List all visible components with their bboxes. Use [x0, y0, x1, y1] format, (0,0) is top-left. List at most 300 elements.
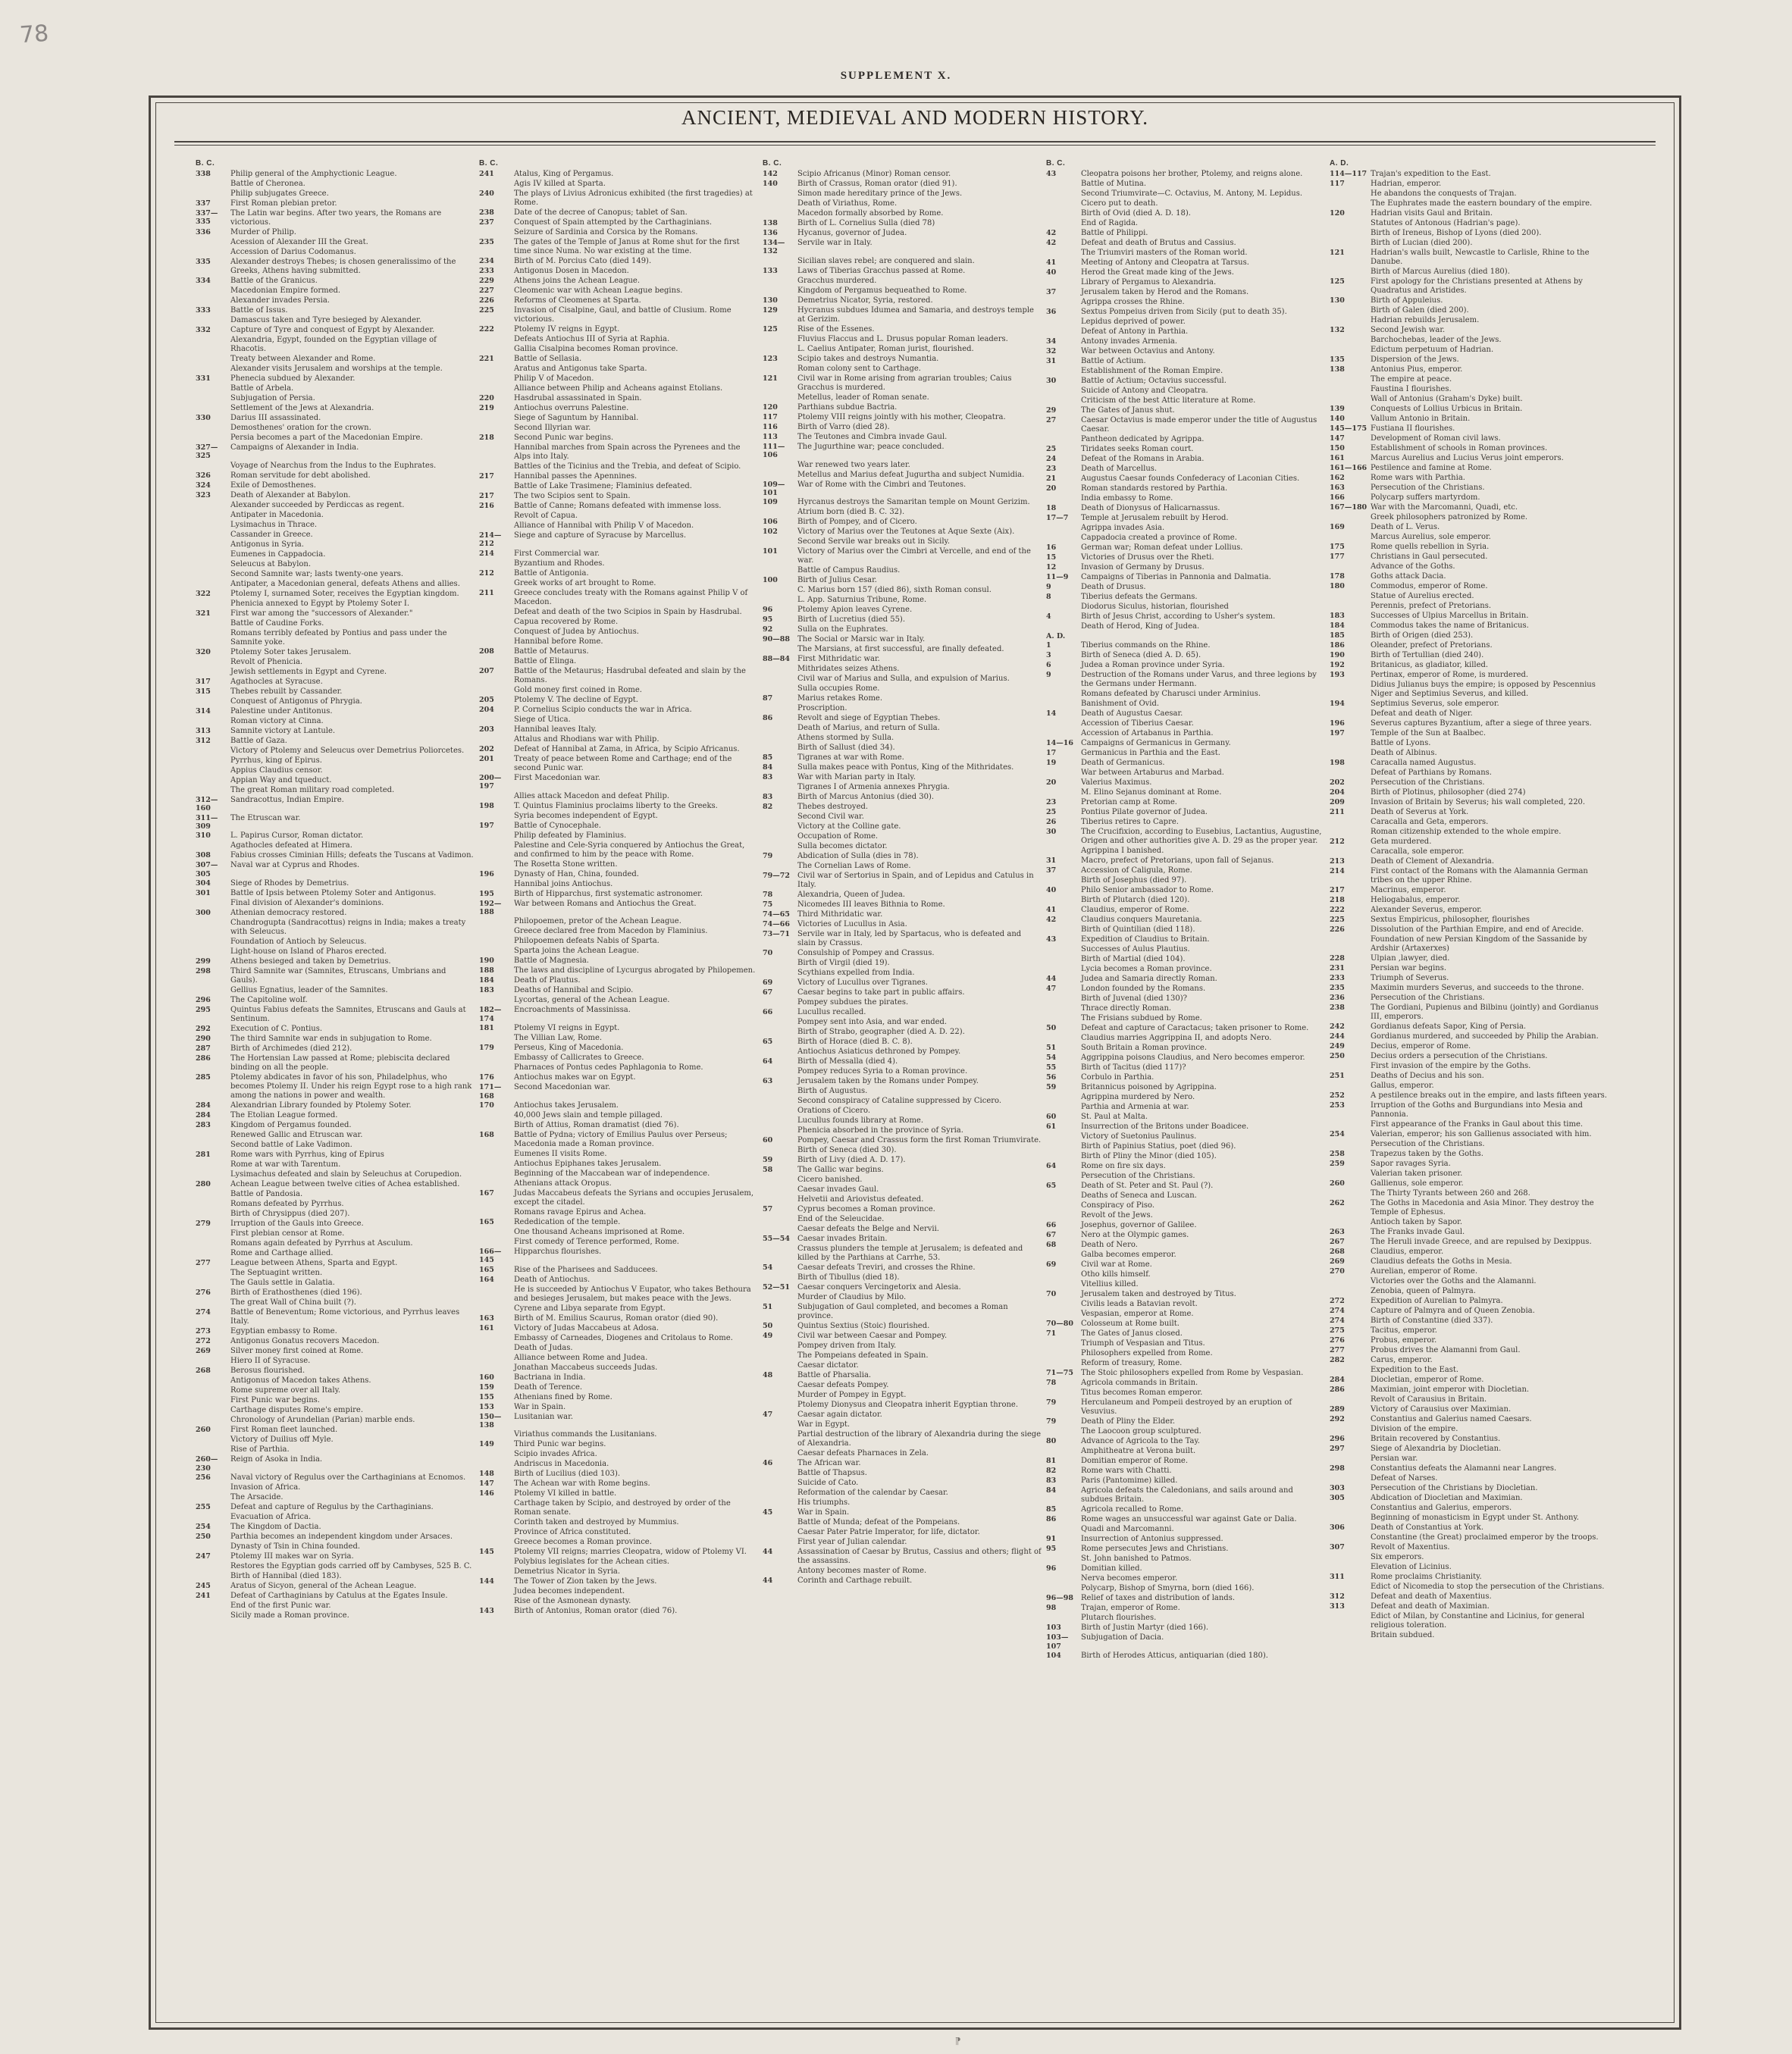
timeline-entry — [1046, 249, 1325, 258]
entry-text: Amphitheatre at Verona built. — [1081, 1447, 1196, 1456]
timeline-entry — [196, 1025, 475, 1034]
timeline-entry — [196, 727, 475, 736]
entry-date: 73—71 — [763, 930, 790, 939]
entry-date: 182—174 — [479, 1006, 502, 1023]
entry-date: 114—117 — [1330, 170, 1367, 178]
entry-date: 44 — [763, 1548, 773, 1557]
timeline-entry — [763, 1176, 1042, 1185]
entry-text: German war; Roman defeat under Lollius. — [1081, 543, 1243, 552]
entry-text: Deaths of Decius and his son. — [1371, 1072, 1484, 1080]
entry-date: 44 — [763, 1577, 773, 1586]
timeline-entry — [196, 1455, 475, 1473]
entry-text: St. John banished to Patmos. — [1081, 1555, 1192, 1564]
timeline-entry — [1046, 445, 1325, 454]
timeline-entry — [479, 1266, 758, 1275]
timeline-entry — [1330, 1287, 1609, 1296]
entry-date: 144 — [479, 1577, 494, 1586]
timeline-entry — [1046, 1054, 1325, 1063]
entry-text: Greek philosophers patronized by Rome. — [1371, 513, 1528, 521]
timeline-entry — [1046, 1182, 1325, 1191]
entry-date: 254 — [196, 1522, 211, 1531]
entry-text: Pyrrhus, king of Epirus. — [230, 756, 322, 765]
timeline-entry — [1046, 788, 1325, 797]
entry-text: Carthage disputes Rome's empire. — [230, 1406, 364, 1415]
timeline-entry — [1046, 975, 1325, 984]
timeline-entry — [479, 1324, 758, 1333]
entry-text: Restores the Egyptian gods carried off by Cambyses, 525 B. C. — [230, 1561, 472, 1570]
timeline-entry — [479, 1334, 758, 1343]
entry-date: 179 — [479, 1044, 494, 1053]
entry-text: Insurrection of the Britons under Boadicee. — [1081, 1122, 1249, 1132]
entry-text: Judea and Samaria directly Roman. — [1081, 975, 1217, 984]
timeline-entry — [1330, 1386, 1609, 1395]
timeline-entry — [196, 1376, 475, 1386]
entry-text: Death of Judas. — [514, 1343, 573, 1352]
entry-text: Agathocles at Syracuse. — [230, 677, 323, 686]
entry-text: Aratus of Sicyon, general of the Achean League. — [230, 1581, 417, 1590]
timeline-entry — [479, 1285, 758, 1304]
entry-text: Death of Dionysus of Halicarnassus. — [1081, 504, 1220, 512]
entry-text: Domitian emperor of Rome. — [1081, 1457, 1189, 1466]
entry-text: He is succeeded by Antiochus V Eupator, who takes Bethoura and besieges Jerusalem, but makes peace with the Jews. — [514, 1285, 751, 1303]
entry-text: Defeat and death of Maxentius. — [1371, 1592, 1492, 1601]
entry-text: Statue of Aurelius erected. — [1371, 592, 1474, 600]
timeline-entry — [1046, 955, 1325, 964]
timeline-entry — [196, 1180, 475, 1189]
entry-date: 337—335 — [196, 209, 218, 227]
timeline-entry — [196, 756, 475, 766]
entry-text: Tigranes at war with Rome. — [797, 753, 904, 762]
entry-text: Defeat of the Romans in Arabia. — [1081, 455, 1205, 463]
timeline-entry — [1046, 278, 1325, 287]
timeline-entry — [479, 394, 758, 403]
entry-text: Rise of the Pharisees and Sadducees. — [514, 1265, 658, 1274]
entry-date: 166 — [1330, 493, 1345, 502]
entry-text: Athens stormed by Sulla. — [797, 734, 894, 743]
timeline-entry — [196, 404, 475, 413]
timeline-entry — [1330, 454, 1609, 463]
timeline-entry — [763, 1381, 1042, 1390]
entry-date: 26 — [1046, 818, 1057, 827]
timeline-entry — [196, 258, 475, 276]
entry-text: Athens joins the Achean League. — [514, 277, 641, 285]
entry-text: Valerius Maximus. — [1081, 778, 1152, 787]
entry-text: The Laocoon group sculptured. — [1081, 1427, 1201, 1436]
entry-text: Ptolemy I, surnamed Soter, receives the Egyptian kingdom. — [230, 589, 459, 598]
entry-date: 80 — [1046, 1437, 1057, 1446]
entry-text: Gold money first coined in Rome. — [514, 685, 642, 694]
entry-date: 15 — [1046, 553, 1057, 562]
entry-text: The Marsians, at first successful, are finally defeated. — [797, 645, 1004, 654]
entry-text: Encroachments of Massinissa. — [514, 1006, 631, 1015]
timeline-entry — [763, 1548, 1042, 1566]
entry-date: 117 — [1330, 180, 1345, 188]
timeline-entry — [479, 618, 758, 627]
timeline-entry — [763, 734, 1042, 743]
entry-date: 176 — [479, 1073, 494, 1082]
entry-date: 275 — [1330, 1326, 1345, 1335]
timeline-entry — [479, 1479, 758, 1489]
timeline-entry — [479, 238, 758, 256]
entry-date: 252 — [1330, 1091, 1345, 1100]
entry-text: Capture of Tyre and conquest of Egypt by Alexander. — [230, 326, 435, 334]
timeline-entry — [196, 296, 475, 305]
entry-text: Birth of Marcus Antonius (died 30). — [797, 793, 935, 802]
entry-date: 95 — [763, 615, 773, 625]
entry-date: 84 — [1046, 1486, 1057, 1495]
timeline-entry — [763, 1508, 1042, 1517]
entry-text: Fustiana II flourishes. — [1371, 424, 1455, 433]
timeline-entry — [1046, 1604, 1325, 1613]
entry-text: Seleucus at Babylon. — [230, 559, 312, 568]
timeline-entry — [196, 1220, 475, 1229]
timeline-entry — [763, 862, 1042, 871]
entry-text: Accession of Tiberius Caesar. — [1081, 719, 1194, 728]
entry-date: 310 — [196, 831, 211, 841]
entry-text: Alexander invades Persia. — [230, 296, 330, 305]
entry-date: 181 — [479, 1024, 494, 1033]
timeline-entry — [479, 1189, 758, 1207]
entry-text: Wall of Antonius (Graham's Dyke) built. — [1371, 395, 1523, 403]
entry-text: Gallus, emperor. — [1371, 1082, 1434, 1090]
timeline-entry — [1330, 1454, 1609, 1464]
timeline-entry — [1046, 1280, 1325, 1289]
timeline-entry — [1046, 1339, 1325, 1348]
entry-text: Death of Plautus. — [514, 976, 581, 985]
timeline-entry — [1046, 906, 1325, 915]
entry-date: 37 — [1046, 288, 1057, 296]
entry-text: Second conspiracy of Cataline suppressed by Cicero. — [797, 1097, 1002, 1106]
entry-date: 242 — [1330, 1022, 1345, 1031]
timeline-entry — [1046, 484, 1325, 493]
entry-date: 286 — [1330, 1386, 1345, 1394]
entry-date: 86 — [1046, 1515, 1057, 1524]
entry-date: 139 — [1330, 405, 1345, 413]
timeline-entry — [1330, 474, 1609, 483]
entry-date: A. D. — [1046, 632, 1066, 640]
entry-date: 74—66 — [763, 920, 790, 929]
entry-text: Pompey sent into Asia, and war ended. — [797, 1018, 948, 1027]
entry-text: Palestine and Cele-Syria conquered by Antiochus the Great, and confirmed to him by the peace with Rome. — [514, 841, 745, 859]
entry-text: Persecution of the Christians. — [1081, 1172, 1195, 1181]
entry-text: Philip subjugates Greece. — [230, 189, 329, 198]
entry-text: First apology for the Christians presented at Athens by Quadratus and Aristides. — [1371, 277, 1583, 295]
entry-date: 281 — [196, 1151, 211, 1160]
entry-text: Polycarp suffers martyrdom. — [1371, 493, 1480, 502]
entry-text: Paris (Pantomime) killed. — [1081, 1476, 1178, 1486]
timeline-entry — [1330, 405, 1609, 414]
timeline-entry — [479, 1460, 758, 1469]
entry-text: Phenicia absorbed in the province of Syria. — [797, 1126, 963, 1135]
timeline-entry — [1046, 622, 1325, 631]
entry-date: 290 — [196, 1035, 211, 1044]
era-heading: B. C. — [479, 159, 499, 168]
entry-text: Rededication of the temple. — [514, 1217, 621, 1226]
entry-text: Battle of Actium; Octavius successful. — [1081, 377, 1227, 385]
entry-text: Capture of Palmyra and of Queen Zenobia. — [1371, 1307, 1535, 1315]
timeline-entry — [196, 1308, 475, 1326]
entry-date: 6 — [1046, 661, 1051, 670]
entry-text: Persecution of the Christians. — [1371, 484, 1485, 492]
timeline-entry — [196, 1552, 475, 1561]
timeline-entry — [479, 267, 758, 276]
entry-text: Birth of Seneca (died 30). — [797, 1146, 897, 1155]
timeline-entry — [1046, 1290, 1325, 1299]
timeline-entry — [1046, 219, 1325, 228]
entry-text: Second Servile war breaks out in Sicily. — [797, 537, 951, 546]
entry-text: Tiberius retires to Capre. — [1081, 818, 1179, 827]
entry-text: Suicide of Antony and Cleopatra. — [1081, 387, 1208, 395]
entry-text: Plutarch flourishes. — [1081, 1614, 1157, 1623]
timeline-entry — [1330, 1573, 1609, 1582]
entry-date: 240 — [479, 189, 494, 198]
timeline-entry — [196, 1426, 475, 1435]
timeline-entry — [196, 1035, 475, 1044]
entry-date: 145—175 — [1330, 424, 1367, 433]
entry-date: 75 — [763, 900, 773, 910]
timeline-entry — [763, 1342, 1042, 1351]
timeline-entry — [763, 296, 1042, 305]
entry-text: Light-house on Island of Pharos erected. — [230, 947, 387, 957]
timeline-entry — [196, 1249, 475, 1258]
entry-text: Defeat of Narses. — [1371, 1474, 1438, 1483]
entry-date: 241 — [196, 1591, 211, 1600]
timeline-entry — [1046, 1486, 1325, 1504]
timeline-entry — [479, 1548, 758, 1557]
timeline-entry — [763, 306, 1042, 324]
timeline-entry — [1330, 180, 1609, 189]
timeline-entry — [1330, 1494, 1609, 1503]
timeline-entry — [479, 966, 758, 975]
entry-text: Birth of Attius, Roman dramatist (died 76). — [514, 1120, 679, 1129]
entry-date: 195 — [479, 889, 494, 898]
timeline-entry — [1046, 749, 1325, 758]
entry-text: Birth of Ovid (died A. D. 18). — [1081, 209, 1191, 218]
entry-date: 165 — [479, 1265, 494, 1274]
entry-text: Tiberius commands on the Rhine. — [1081, 641, 1211, 650]
entry-date: 184 — [1330, 622, 1345, 630]
entry-text: Reign of Asoka in India. — [230, 1455, 323, 1464]
timeline-entry — [763, 832, 1042, 841]
timeline-entry — [1330, 1336, 1609, 1345]
entry-text: Birth of Jesus Christ, according to Usher's system. — [1081, 612, 1276, 621]
entry-text: Criticism of the best Attic literature at Rome. — [1081, 396, 1256, 405]
entry-text: Corinth taken and destroyed by Mummius. — [514, 1518, 679, 1527]
entry-text: Caesar begins to take part in public affairs. — [797, 988, 965, 997]
entry-text: Jerusalem taken by the Romans under Pompey. — [797, 1077, 979, 1086]
timeline-entry — [196, 747, 475, 756]
entry-text: Birth of Varro (died 28). — [797, 422, 890, 431]
entry-date: 282 — [1330, 1356, 1345, 1364]
entry-text: Campaigns of Alexander in India. — [230, 443, 359, 452]
entry-date: 23 — [1046, 798, 1057, 807]
entry-text: The two Scipios sent to Spain. — [514, 492, 631, 500]
entry-date: 129 — [763, 305, 778, 315]
timeline-entry — [479, 374, 758, 384]
timeline-entry — [763, 1459, 1042, 1468]
timeline-entry — [1046, 494, 1325, 503]
timeline-entry — [479, 355, 758, 364]
entry-text: War in Spain. — [797, 1508, 850, 1517]
entry-text: Vitellius killed. — [1081, 1280, 1139, 1289]
entry-text: Philip V of Macedon. — [514, 374, 594, 383]
entry-date: 221 — [479, 355, 494, 363]
entry-date: 138 — [763, 219, 778, 227]
timeline-entry — [763, 345, 1042, 354]
timeline-entry — [479, 335, 758, 344]
timeline-entry — [479, 404, 758, 413]
timeline-entry — [763, 170, 1042, 179]
entry-text: Reforms of Cleomenes at Sparta. — [514, 296, 641, 305]
timeline-entry — [196, 1210, 475, 1219]
timeline-entry — [1046, 1369, 1325, 1378]
entry-text: Antonius Pius, emperor. — [1371, 365, 1463, 374]
entry-text: Otho kills himself. — [1081, 1270, 1151, 1279]
timeline-entry — [1046, 229, 1325, 238]
entry-text: Phenicia annexed to Egypt by Ptolemy Soter I. — [230, 599, 410, 608]
entry-date: 175 — [1330, 543, 1345, 551]
entry-text: Antipater, a Macedonian general, defeats Athens and allies. — [230, 579, 460, 588]
timeline-entry — [763, 481, 1042, 498]
entry-text: Cicero banished. — [797, 1176, 863, 1185]
timeline-entry — [1046, 671, 1325, 689]
timeline-entry — [479, 1276, 758, 1285]
timeline-entry — [1330, 808, 1609, 817]
entry-text: Death of Antiochus. — [514, 1275, 591, 1284]
timeline-entry — [479, 706, 758, 715]
timeline-entry — [763, 1205, 1042, 1214]
entry-text: Revolt of Capua. — [514, 512, 578, 520]
entry-text: Hadrian, emperor. — [1371, 180, 1442, 188]
timeline-entry — [479, 831, 758, 841]
timeline-entry — [196, 286, 475, 296]
timeline-entry — [196, 1357, 475, 1366]
timeline-entry — [1330, 1228, 1609, 1237]
entry-text: Conquest of Antigonus of Phrygia. — [230, 697, 362, 706]
entry-text: Pretorian camp at Rome. — [1081, 798, 1177, 807]
timeline-entry — [196, 986, 475, 995]
entry-text: Conquest of Spain attempted by the Carthaginians. — [514, 218, 713, 227]
timeline-entry — [1046, 593, 1325, 602]
entry-text: End of Ragida. — [1081, 219, 1139, 227]
entry-date: 164 — [479, 1275, 494, 1284]
entry-text: Cleopatra poisons her brother, Ptolemy, and reigns alone. — [1081, 170, 1303, 178]
entry-text: L. App. Saturnius Tribune, Rome. — [797, 596, 927, 605]
entry-text: Birth of Chrysippus (died 207). — [230, 1210, 350, 1219]
timeline-entry — [1330, 268, 1609, 277]
timeline-entry — [763, 471, 1042, 480]
timeline-entry — [763, 1371, 1042, 1380]
entry-text: Philip defeated by Flaminius. — [514, 831, 627, 840]
entry-text: Siege of Saguntum by Hannibal. — [514, 414, 639, 422]
timeline-entry — [479, 917, 758, 926]
entry-text: The Triumviri masters of the Roman world. — [1081, 249, 1248, 257]
entry-date: 55 — [1046, 1063, 1057, 1072]
timeline-entry — [1330, 249, 1609, 267]
entry-date: 79 — [763, 852, 773, 861]
timeline-entry — [196, 1044, 475, 1054]
timeline-entry — [763, 537, 1042, 546]
entry-text: War of Rome with the Cimbri and Teutones. — [797, 480, 966, 489]
timeline-entry — [1330, 1484, 1609, 1493]
entry-text: Naval victory of Regulus over the Carthaginians at Ecnomos. — [230, 1473, 466, 1482]
entry-date: 277 — [1330, 1346, 1345, 1354]
entry-text: Defeat and death of Brutus and Cassius. — [1081, 239, 1236, 247]
entry-text: Barchochebas, leader of the Jews. — [1371, 336, 1502, 344]
entry-date: 52—51 — [763, 1283, 790, 1292]
timeline-entry — [1046, 1310, 1325, 1319]
timeline-entry — [1046, 945, 1325, 954]
entry-text: The Franks invade Gaul. — [1371, 1228, 1465, 1236]
entry-date: 74—65 — [763, 910, 790, 919]
entry-text: Victory of Duilius off Myle. — [230, 1436, 334, 1445]
timeline-entry — [196, 707, 475, 716]
entry-text: Battle of Philippi. — [1081, 229, 1148, 237]
timeline-entry — [1046, 1437, 1325, 1446]
timeline-entry — [1330, 1356, 1609, 1365]
timeline-entry — [1330, 896, 1609, 905]
entry-date: 21 — [1046, 474, 1057, 483]
timeline-entry — [763, 209, 1042, 218]
entry-date: 47 — [763, 1411, 773, 1420]
entry-text: Rome wars with Chatti. — [1081, 1467, 1172, 1476]
entry-date: 68 — [1046, 1241, 1057, 1250]
entry-date: 251 — [1330, 1072, 1345, 1080]
timeline-entry — [1046, 435, 1325, 444]
entry-text: Macrinus, emperor. — [1371, 886, 1446, 894]
timeline-entry — [479, 286, 758, 296]
entry-text: M. Elino Sejanus dominant at Rome. — [1081, 788, 1222, 797]
entry-date: 90—88 — [763, 635, 790, 644]
entry-text: Alexander Severus, emperor. — [1371, 906, 1483, 914]
timeline-entry — [479, 1364, 758, 1373]
timeline-entry — [196, 1445, 475, 1454]
entry-date: 298 — [1330, 1464, 1345, 1473]
entry-text: Birth of Lucilius (died 103). — [514, 1470, 621, 1479]
timeline-entry — [1330, 1395, 1609, 1404]
entry-text: Hadrian visits Gaul and Britain. — [1371, 209, 1493, 218]
entry-text: The Goths in Macedonia and Asia Minor. They destroy the Temple of Ephesus. — [1371, 1199, 1594, 1216]
timeline-entry — [1330, 1563, 1609, 1572]
page-number: 78 — [18, 20, 50, 49]
entry-text: Britain subdued. — [1371, 1631, 1435, 1639]
entry-text: Abdication of Diocletian and Maximian. — [1371, 1494, 1523, 1502]
entry-text: Thebes rebuilt by Cassander. — [230, 687, 343, 696]
entry-text: Caesar Pater Patrie Imperator, for life, dictator. — [797, 1528, 980, 1537]
entry-date: 31 — [1046, 357, 1057, 365]
entry-text: Execution of C. Pontius. — [230, 1025, 323, 1034]
entry-date: 218 — [479, 434, 494, 442]
entry-text: Birth of Messalla (died 4). — [797, 1057, 898, 1066]
entry-text: Subjugation of Gaul completed, and becomes a Roman province. — [797, 1303, 1008, 1321]
entry-text: Rome proclaims Christianity. — [1371, 1573, 1482, 1581]
timeline-entry — [763, 1538, 1042, 1547]
entry-text: The Thirty Tyrants between 260 and 268. — [1371, 1189, 1530, 1198]
entry-text: The Gallic war begins. — [797, 1166, 884, 1175]
entry-text: Persian war. — [1371, 1454, 1418, 1463]
entry-text: Damascus taken and Tyre besieged by Alexander. — [230, 316, 421, 324]
timeline-entry — [1330, 1533, 1609, 1542]
timeline-entry — [196, 384, 475, 393]
entry-text: Edictum perpetuum of Hadrian. — [1371, 346, 1494, 354]
timeline-entry — [1046, 1329, 1325, 1339]
entry-text: Seizure of Sardinia and Corsica by the Romans. — [514, 228, 698, 236]
timeline-entry — [196, 434, 475, 443]
entry-date: 165 — [479, 1217, 494, 1226]
entry-text: Battle of Caudine Forks. — [230, 618, 324, 628]
entry-text: Alexandria, Egypt, founded on the Egyptian village of Rhacotis. — [230, 336, 437, 353]
entry-text: Agrippa invades Asia. — [1081, 524, 1165, 532]
